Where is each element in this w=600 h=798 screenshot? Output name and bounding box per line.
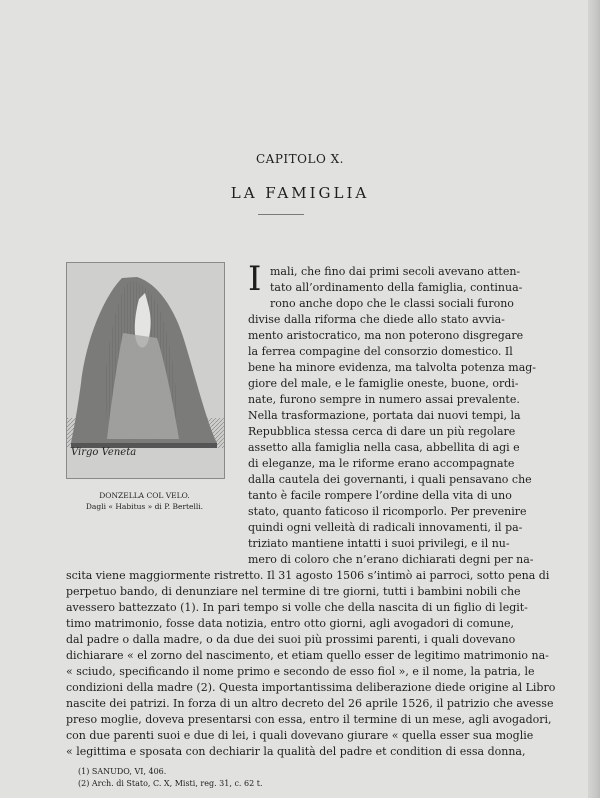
text-line: quindi ogni velleità di radicali innovamenti, il pa- (248, 521, 523, 534)
text-line: mero di coloro che n’erano dichiarati degni per na- (248, 553, 534, 566)
text-line: Repubblica stessa cerca di dare un più regolare (248, 425, 516, 438)
text-line: preso moglie, doveva presentarsi con essa, entro il termine di un mese, agli avogadori, (66, 713, 552, 726)
text-line: dichiarare « el zorno del nascimento, et etiam quello esser de legitimo matrimonio na- (66, 649, 549, 662)
text-line: con due parenti suoi e due di lei, i quali dovevano giurare « quella esser sua moglie (66, 729, 534, 742)
text-line: nate, furono sempre in numero assai prevalente. (248, 393, 520, 406)
text-line: avessero battezzato (1). In pari tempo si volle che della nascita di un figlio di legit- (66, 601, 528, 614)
text-line: la ferrea compagine del consorzio domestico. Il (248, 345, 513, 358)
text-line: nascite dei patrizi. In forza di un altro decreto del 26 aprile 1526, il patrizio che avesse (66, 697, 554, 710)
footnotes (78, 766, 263, 790)
text-line: rono anche dopo che le classi sociali furono (270, 297, 514, 310)
caption-source: Dagli « Habitus » di P. Bertelli. (85, 502, 204, 511)
text-line: assetto alla famiglia nella casa, abbellita di agi e (248, 441, 520, 454)
text-line: triziato mantiene intatti i suoi privilegi, e il nu- (248, 537, 510, 550)
text-line: bene ha minore evidenza, ma talvolta potenza mag- (248, 361, 537, 374)
text-line: dal padre o dalla madre, o da due dei suoi più prossimi parenti, i quali dovevano (66, 633, 516, 646)
text-line: tanto è facile rompere l’ordine della vita di uno (248, 489, 512, 502)
chapter-title: LA FAMIGLIA (230, 184, 370, 202)
text-line: divise dalla riforma che diede allo stato avvia- (248, 313, 505, 326)
text-line: mali, che fino dai primi secoli avevano atten- (270, 265, 521, 278)
text-line: perpetuo bando, di denunziare nel termine di tre giorni, tutti i bambini nobili che (66, 585, 521, 598)
drop-cap: I (248, 259, 262, 299)
figure-inscription: Virgo Veneta (71, 447, 137, 458)
chapter-heading: CAPITOLO X. (256, 152, 344, 166)
footnote: (1) SANUDO, VI, 406. (78, 767, 167, 776)
text-line: timo matrimonio, fosse data notizia, entro otto giorni, agli avogadori di comune, (66, 617, 515, 630)
text-line: giore del male, e le famiglie oneste, buone, ordi- (248, 377, 519, 390)
text-line: scita viene maggiormente ristretto. Il 31 agosto 1506 s’intimò ai parroci, sotto pena di (66, 569, 550, 582)
text-line: « legittima e sposata con dechiarir la qualità del padre et condition di essa donna, (66, 745, 526, 758)
text-line: tato all’ordinamento della famiglia, continua- (270, 281, 523, 294)
text-line: dalla cautela dei governanti, i quali pensavano che (248, 473, 532, 486)
text-line: Nella trasformazione, portata dai nuovi tempi, la (248, 409, 521, 422)
text-line: stato, quanto faticoso il ricomporlo. Per prevenire (248, 505, 527, 518)
text-line: mento aristocratico, ma non poterono disgregare (248, 329, 524, 342)
text-line: « sciudo, specificando il nome primo e secondo de esso fiol », e il nome, la patria, le (66, 665, 535, 678)
text-line: di eleganze, ma le riforme erano accompagnate (248, 457, 515, 470)
text-line: condizioni della madre (2). Questa importantissima deliberazione diede origine al Libro (66, 681, 556, 694)
footnote: (2) Arch. di Stato, C. X, Misti, reg. 31, c. 62 t. (78, 779, 263, 788)
caption-title: DONZELLA COL VELO. (99, 491, 190, 500)
